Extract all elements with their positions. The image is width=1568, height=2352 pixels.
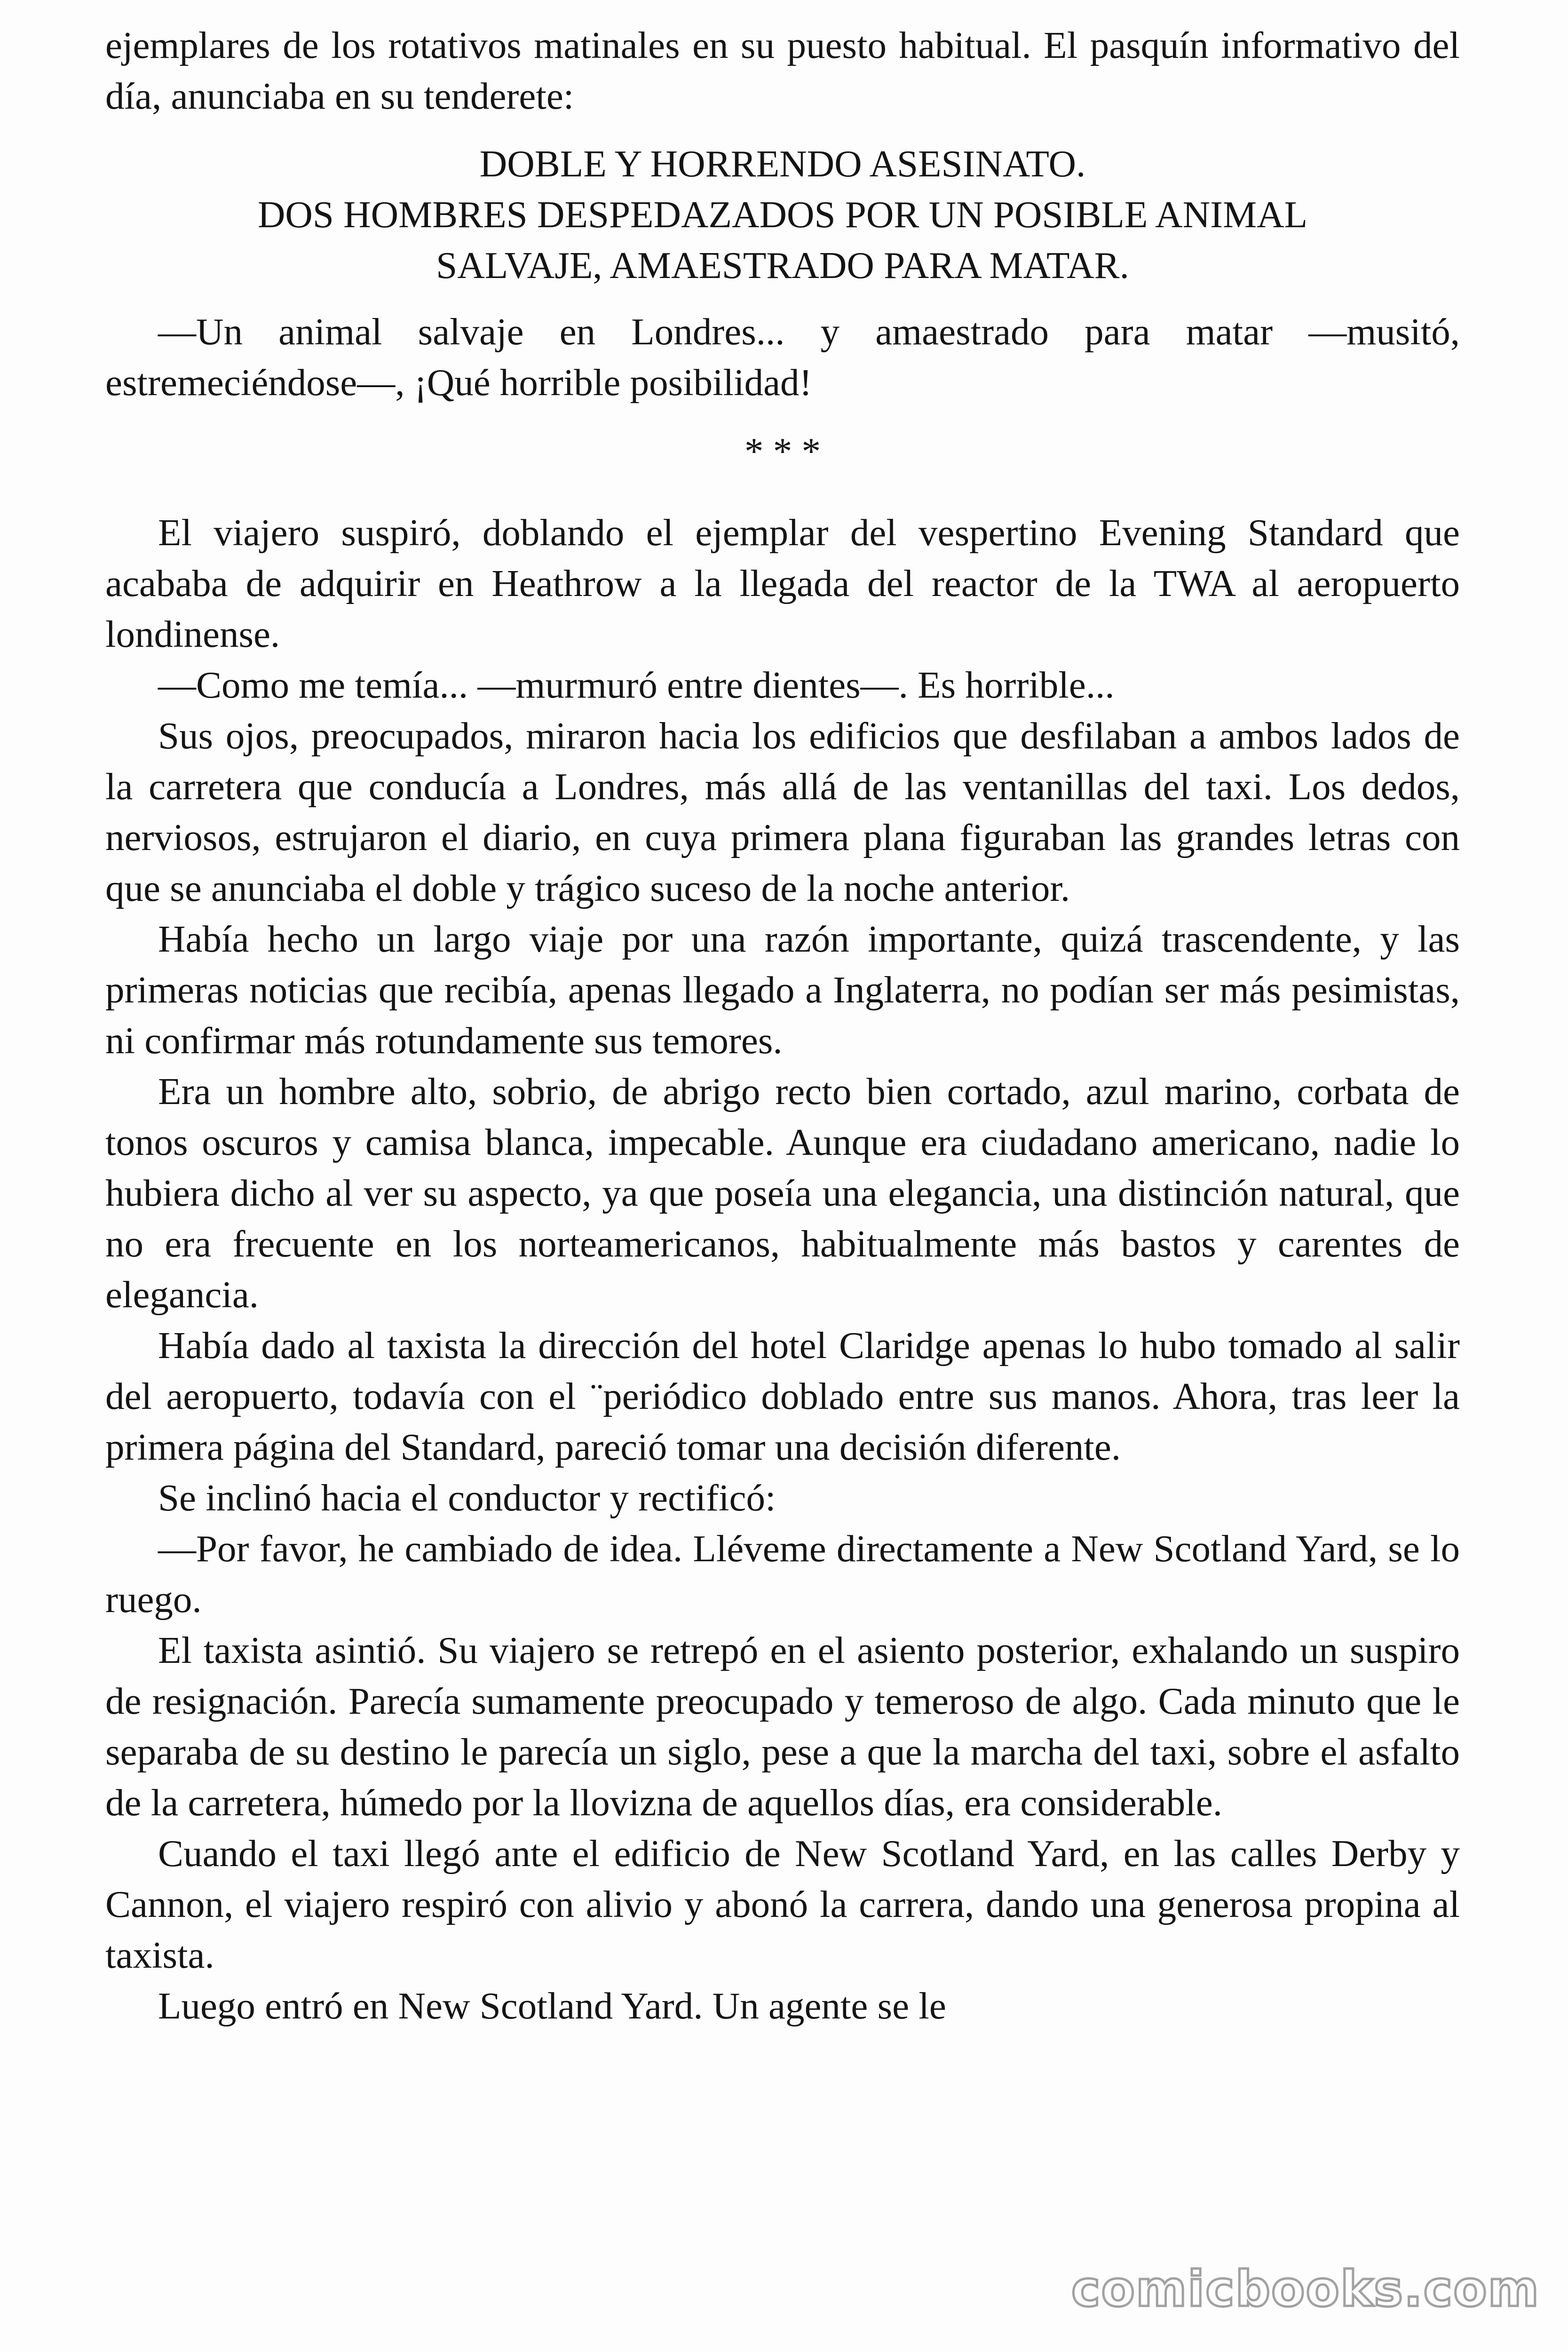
paragraph: Cuando el taxi llegó ante el edificio de New Scotland Yard, en las calles Derby y Cannon, el viajero respiró con alivio y abonó la carrera, dando una generosa propina al taxista. — [105, 1832, 1460, 1976]
page-text — [105, 20, 1460, 2031]
paragraph: Era un hombre alto, sobrio, de abrigo recto bien cortado, azul marino, corbata de tonos oscuros y camisa blanca, impecable. Aunque era ciudadano americano, nadie lo hubiera dicho al ver su aspecto, ya que poseía una elegancia, una distinción natural, que no era frecuente en los norteamericanos, habitualmente más bastos y carentes de elegancia. — [105, 1070, 1460, 1316]
paragraph: Sus ojos, preocupados, miraron hacia los edificios que desfilaban a ambos lados de la carretera que conducía a Londres, más allá de las ventanillas del taxi. Los dedos, nerviosos, estrujaron el diario, en cuya primera plana figuraban las grandes letras con que se anunciaba el doble y trágico suceso de la noche anterior. — [105, 715, 1460, 909]
newspaper-headline — [105, 138, 1460, 291]
headline-line: DOS HOMBRES DESPEDAZADOS POR UN POSIBLE ANIMAL — [257, 193, 1308, 236]
paragraph: —Por favor, he cambiado de idea. Lléveme directamente a New Scotland Yard, se lo ruego. — [105, 1527, 1460, 1621]
paragraph: Había hecho un largo viaje por una razón importante, quizá trascendente, y las primeras noticias que recibía, apenas llegado a Inglaterra, no podían ser más pesimistas, ni confirmar más rotundamente sus temores. — [105, 918, 1460, 1062]
headline-line: DOBLE Y HORRENDO ASESINATO. — [479, 143, 1086, 185]
paragraph: —Un animal salvaje en Londres... y amaestrado para matar —musitó, estremeciéndose—, ¡Qué horrible posibilidad! — [105, 310, 1460, 404]
paragraph: —Como me temía... —murmuró entre dientes—. Es horrible... — [158, 664, 1115, 706]
section-break: * * * — [744, 430, 821, 472]
opening-paragraph: ejemplares de los rotativos matinales en su puesto habitual. El pasquín informativo del día, anunciaba en su tenderete: — [105, 24, 1460, 117]
paragraph: El viajero suspiró, doblando el ejemplar del vespertino Evening Standard que acababa de adquirir en Heathrow a la llegada del reactor de la TWA al aeropuerto londinense. — [105, 511, 1460, 655]
paragraph: El taxista asintió. Su viajero se retrepó en el asiento posterior, exhalando un suspiro de resignación. Parecía sumamente preocupado y temeroso de algo. Cada minuto que le separaba de su destino le parecía un siglo, pese a que la marcha del taxi, sobre el asfalto de la carretera, húmedo por la llovizna de aquellos días, era considerable. — [105, 1629, 1460, 1824]
paragraph: Luego entró en New Scotland Yard. Un agente se le — [158, 1985, 946, 2027]
watermark: comicbooks.com — [1071, 2260, 1540, 2318]
paragraph: Se inclinó hacia el conductor y rectificó: — [158, 1477, 776, 1519]
paragraph: Había dado al taxista la dirección del hotel Claridge apenas lo hubo tomado al salir del aeropuerto, todavía con el ¨periódico doblado entre sus manos. Ahora, tras leer la primera página del Standard, pareció tomar una decisión diferente. — [105, 1324, 1460, 1468]
headline-line: SALVAJE, AMAESTRADO PARA MATAR. — [436, 244, 1129, 286]
